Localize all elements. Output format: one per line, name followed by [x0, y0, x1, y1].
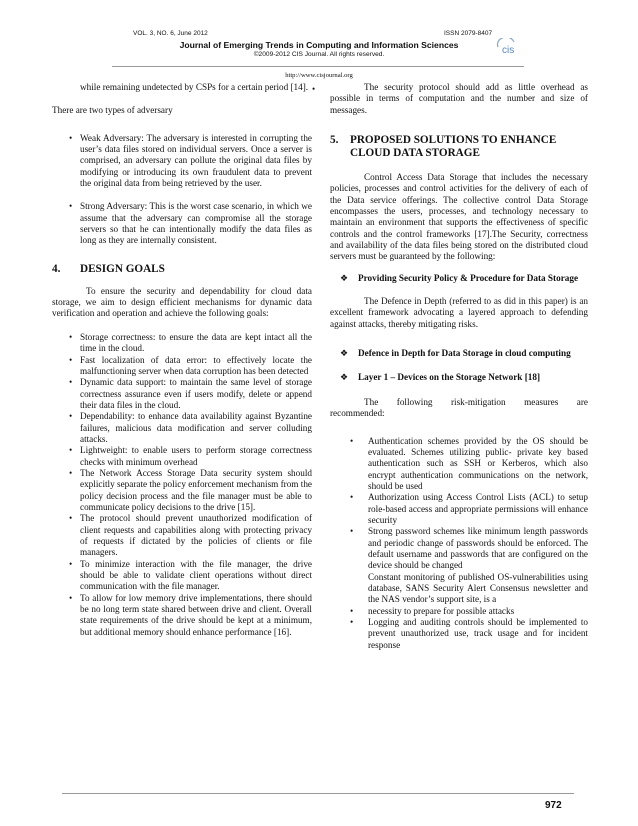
page-number: 972 [545, 800, 562, 811]
right-column [330, 82, 588, 651]
svg-text:cis: cis [502, 45, 515, 56]
design-goals-list [52, 332, 312, 638]
design-goals-intro: To ensure the security and dependability for cloud data storage, we aim to design efficient mechanisms for dynamic data verification and operation and achieve the following goals: [52, 285, 312, 319]
recommended-measures-intro: The following risk-mitigation measures are recommended: [330, 396, 588, 419]
overhead-paragraph: The security protocol should add as little overhead as possible in terms of computation and the number and size of messages. [330, 82, 588, 115]
header-rule [112, 66, 524, 67]
journal-url: http://www.cisjournal.org [285, 72, 353, 79]
list-item: • Strong password schemes like minimum length passwords and periodic change of passwords should be enforced. The default username and passwords that are configured on the device should be changed [350, 526, 588, 571]
list-item: • Strong Adversary: This is the worst case scenario, in which we assume that the adversary can compromise all the storage servers so that he can intentionally modify the data files as long as they are internally consistent. [69, 201, 312, 246]
list-item: • Authorization using Access Control Lists (ACL) to setup role-based access and appropriate permissions will enhance security [350, 492, 588, 525]
adversary-types-line: There are two types of adversary [52, 105, 173, 116]
list-item: • The Network Access Storage Data security system should explicitly separate the policy enforcement mechanism from the policy decision process and the file manager must be able to communicate policy decisions to the drive [15]. [69, 467, 312, 512]
list-item: • Fast localization of data error: to effectively locate the malfunctioning server when data corruption has been detected [69, 354, 312, 376]
list-item: • Authentication schemes provided by the OS should be evaluated. Schemes utilizing public- private key based authentication such as SSH or Kerberos, which also encrypt authentication communications on the network, should be used [350, 435, 588, 491]
defence-in-depth-paragraph: The Defence in Depth (referred to as did in this paper) is an excellent framework advocating a layered approach to defending against attacks, thereby mitigating risks. [330, 296, 588, 329]
section-heading-proposed-solutions: 5. PROPOSED SOLUTIONS TO ENHANCE CLOUD DATA STORAGE [330, 134, 557, 160]
journal-title: Journal of Emerging Trends in Computing and Information Sciences [179, 40, 459, 50]
list-item-continuation: Constant monitoring of published OS-vulnerabilities using database, SANS Security Alert Consensus newsletter and the NAS vendor’s support site, is a [368, 571, 588, 605]
list-item: • Lightweight: to enable users to perform storage correctness checks with minimum overhead [69, 445, 312, 467]
diamond-bullet-icon: ❖ [340, 348, 349, 359]
list-item: • Dynamic data support: to maintain the same level of storage correctness assurance even if users modify, delete or append their data files in the cloud. [69, 377, 312, 410]
copyright-line: ©2009-2012 CIS Journal. All rights reserved. [253, 51, 385, 58]
diamond-bullet-icon: ❖ [340, 272, 349, 283]
list-item: • The protocol should prevent unauthorized modification of client requests and capabilities along with protecting privacy of requests if dictated by the policies of clients or file managers. [69, 513, 312, 558]
list-item: • Weak Adversary: The adversary is interested in corrupting the user’s data files stored on individual servers. Once a server is comprised, an adversary can pollute the original data files by modifying or introducing its own fraudulent data to prevent the original data from being retrieved by the user. [69, 132, 312, 189]
list-item: • Logging and auditing controls should be implemented to prevent unauthorized use, track usage and for incident response [350, 617, 588, 650]
volume-info: VOL. 3, NO. 6, June 2012 [133, 30, 208, 37]
footer-rule [62, 793, 574, 794]
subheading-layer-1: ❖ Layer 1 – Devices on the Storage Network [18] [340, 371, 541, 382]
issn-info: ISSN 2079-8407 [444, 30, 493, 37]
left-column [52, 82, 312, 638]
subheading-security-policy: ❖ Providing Security Policy & Procedure for Data Storage [340, 272, 579, 283]
list-item: • To minimize interaction with the file manager, the drive should be able to validate client operations without direct communication with the file manager. [69, 558, 312, 592]
diamond-bullet-icon: ❖ [340, 371, 349, 382]
cis-logo-icon [496, 38, 520, 56]
risk-mitigation-list [330, 436, 588, 652]
list-item: • necessity to prepare for possible attacks [350, 605, 515, 616]
adversary-list [52, 133, 312, 247]
subheading-defence-in-depth: ❖ Defence in Depth for Data Storage in cloud computing [340, 348, 571, 359]
intro-continuation: while remaining undetected by CSPs for a certain period [14]. [80, 82, 309, 92]
list-item: • Storage correctness: to ensure the data are kept intact all the time in the cloud. [69, 331, 312, 354]
list-item: • Dependability: to enhance data availability against Byzantine failures, malicious data modification and server colluding attacks. [69, 411, 312, 444]
list-item: • To allow for low memory drive implementations, there should be no long term state shared between drive and client. Overall state requirements of the drive should be kept at a minimum, but additional memory should enhance performance [16]. [69, 592, 312, 637]
section-heading-design-goals: 4. DESIGN GOALS [52, 262, 165, 275]
control-access-paragraph: Control Access Data Storage that includes the necessary policies, processes and control activities for the delivery of each of the Data service offerings. The collective control Data Storage encompasses the users, processes, and technology necessary to maintain an environment that supports the effectiveness of specific controls and the control frameworks [17].The Security, correctness and availability of the data files being stored on the distributed cloud servers must be guaranteed by the following: [330, 172, 588, 262]
bullet-marker: • [312, 84, 316, 94]
